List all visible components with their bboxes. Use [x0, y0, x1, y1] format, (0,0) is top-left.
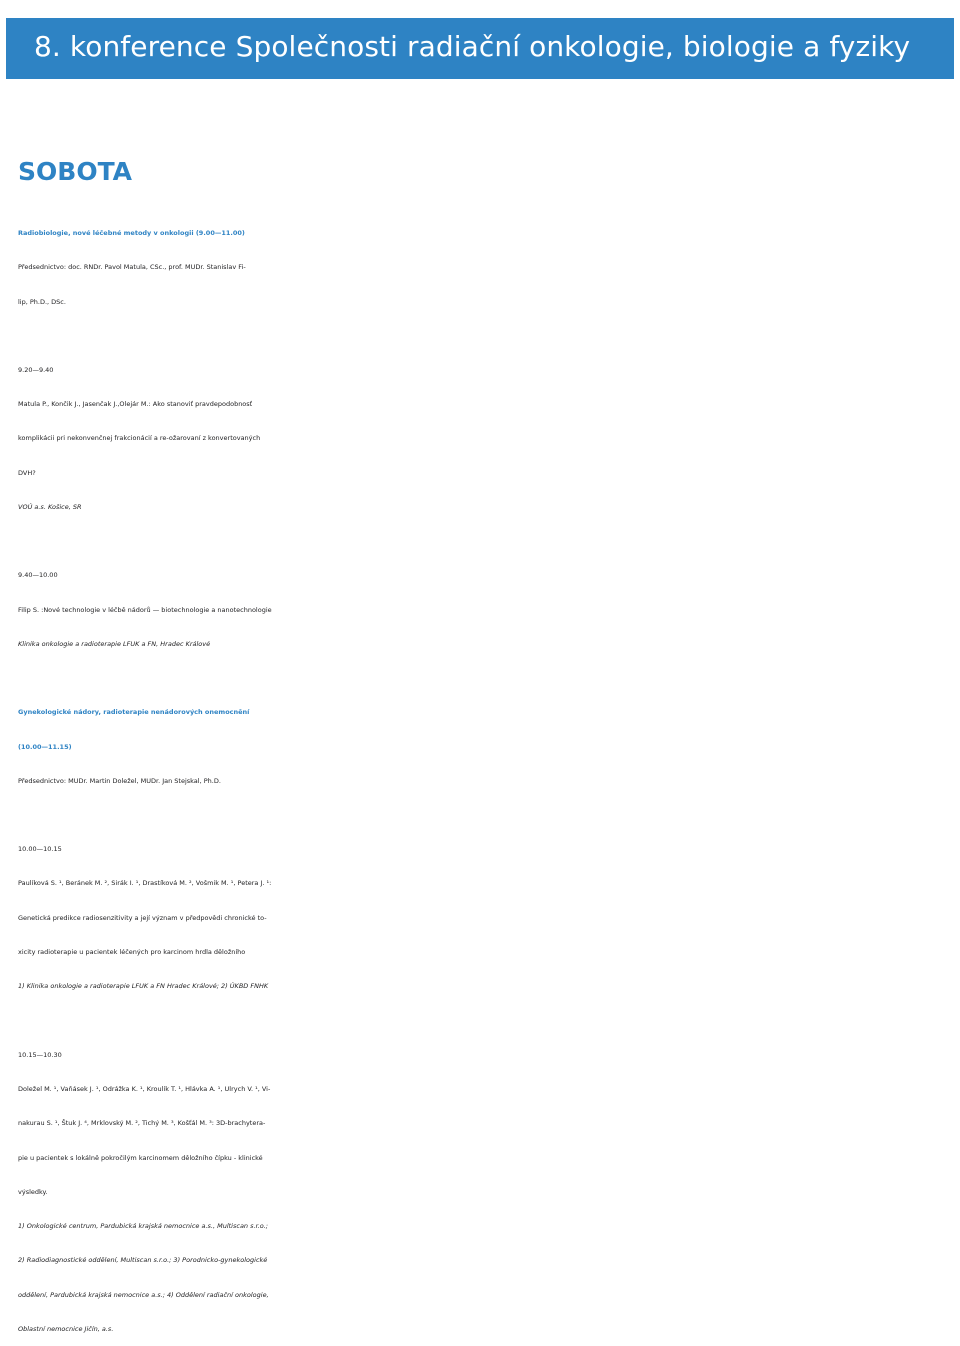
- talk-line: komplikácii pri nekonvenčnej frakcionácií a re-ožarovaní z konvertovaných: [18, 434, 261, 443]
- talk-affiliation: VOÚ a.s. Košice, SR: [18, 503, 82, 512]
- session-chair-line: Předsednictvo: doc. RNDr. Pavol Matula, CSc., prof. MUDr. Stanislav Fi-: [18, 263, 246, 272]
- talk-line: Paulíková S. ¹, Beránek M. ², Sirák I. ¹, Drastíková M. ², Vošmik M. ¹, Petera J. ¹:: [18, 879, 272, 888]
- talk-affiliation: 1) Klinika onkologie a radioterapie LFUK a FN Hradec Králové; 2) ÚKBD FNHK: [18, 982, 269, 991]
- session-time-range: (10.00—11.15): [18, 742, 72, 751]
- talk-line: nakurau S. ¹, Štuk J. ⁴, Mrklovský M. ², Tichý M. ³, Košťál M. ³: 3D-brachytera-: [18, 1119, 266, 1128]
- conference-title: 8. konference Společnosti radiační onkologie, biologie a fyziky: [34, 30, 911, 63]
- talk-line: výsledky.: [18, 1187, 48, 1196]
- talk-line: Matula P., Končik J., Jasenčak J.,Olejár M.: Ako stanoviť pravdepodobnosť: [18, 400, 253, 409]
- day-heading: SOBOTA: [18, 157, 133, 186]
- talk-affiliation: 1) Onkologické centrum, Pardubická krajská nemocnice a.s., Multiscan s.r.o.;: [18, 1222, 268, 1231]
- session-chair-line: lip, Ph.D., DSc.: [18, 297, 66, 306]
- talk-line: Doležel M. ¹, Vaňásek J. ¹, Odrážka K. ¹, Kroulík T. ¹, Hlávka A. ¹, Ulrych V. ¹, Vi-: [18, 1084, 271, 1093]
- talk: [18, 558, 948, 661]
- session-title: Gynekologické nádory, radioterapie nenádorových onemocnění: [18, 708, 250, 717]
- spacer: [18, 1004, 948, 1038]
- session-gynecology: [18, 695, 948, 1346]
- spacer: [18, 524, 948, 558]
- session-radiobiology: [18, 216, 948, 661]
- talk-line: pie u pacientek s lokálně pokročilým karcinomem děložního čípku - klinické: [18, 1153, 263, 1162]
- talk-affiliation: Klinika onkologie a radioterapie LFUK a FN, Hradec Králové: [18, 639, 211, 648]
- header-bar: [6, 18, 954, 79]
- talk-line: Filip S. :Nové technologie v léčbě nádorů — biotechnologie a nanotechnologie: [18, 605, 272, 614]
- program-content: [18, 150, 948, 1346]
- talk-line: xicity radioterapie u pacientek léčených pro karcinom hrdla děložního: [18, 948, 246, 957]
- talk: [18, 832, 948, 1003]
- talk-affiliation: Oblastní nemocnice Jičín, a.s.: [18, 1325, 114, 1334]
- talk-affiliation: 2) Radiodiagnostické oddělení, Multiscan s.r.o.; 3) Porodnicko-gynekologické: [18, 1256, 268, 1265]
- talk: [18, 1038, 948, 1346]
- session-chair-line: Předsednictvo: MUDr. Martin Doležel, MUDr. Jan Stejskal, Ph.D.: [18, 776, 221, 785]
- spacer: [18, 194, 948, 216]
- talk-line: Genetická predikce radiosenzitivity a její význam v předpovědi chronické to-: [18, 913, 267, 922]
- talk-time: 10.15—10.30: [18, 1050, 62, 1059]
- talk-line: DVH?: [18, 468, 36, 477]
- spacer: [18, 661, 948, 695]
- spacer: [18, 319, 948, 353]
- talk-time: 9.40—10.00: [18, 571, 58, 580]
- talk: [18, 353, 948, 524]
- talk-affiliation: oddělení, Pardubická krajská nemocnice a.s.; 4) Oddělení radiační onkologie,: [18, 1290, 269, 1299]
- spacer: [18, 798, 948, 832]
- talk-time: 10.00—10.15: [18, 845, 62, 854]
- session-title: Radiobiologie, nové léčebné metody v onkologii (9.00—11.00): [18, 229, 245, 237]
- talk-time: 9.20—9.40: [18, 365, 54, 374]
